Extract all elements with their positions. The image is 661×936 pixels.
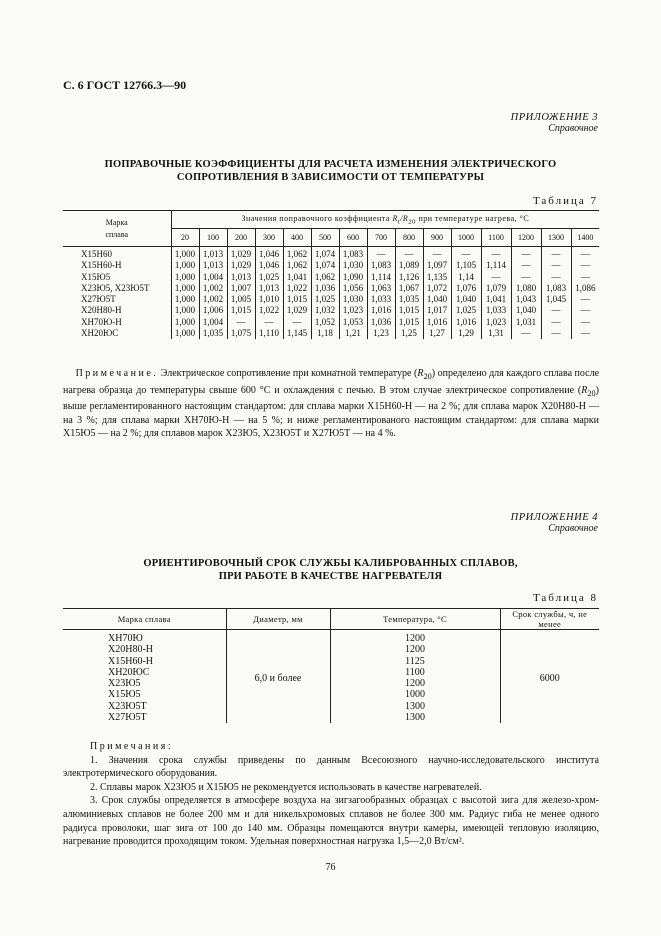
coefficient-cell: 1,110: [255, 328, 283, 339]
coefficient-cell: 1,041: [481, 294, 511, 305]
coefficient-cell: —: [511, 272, 541, 283]
coefficient-cell: 1,062: [283, 260, 311, 271]
alloy-name: Х15Н60-Н: [81, 260, 122, 271]
coefficient-cell: 1,017: [423, 305, 451, 316]
coefficient-cell: 1,004: [199, 272, 227, 283]
table-7-caption: Таблица 7: [532, 195, 598, 207]
coefficient-cell: 1,013: [199, 260, 227, 271]
coefficient-cell: 1,23: [367, 328, 395, 339]
list-item: 1000: [405, 689, 425, 701]
coefficient-cell: 1,126: [395, 272, 423, 283]
coefficient-cell: 1,062: [283, 247, 311, 261]
coefficient-cell: —: [423, 247, 451, 261]
coefficient-cell: 1,18: [311, 328, 339, 339]
coefficient-cell: 1,007: [227, 283, 255, 294]
coefficient-cell: 1,030: [339, 260, 367, 271]
appendix-3-heading: [63, 158, 598, 184]
table-row: [63, 272, 599, 283]
coefficient-cell: 1,000: [171, 272, 199, 283]
temperature-header: 1300: [541, 229, 571, 247]
coefficient-cell: —: [395, 247, 423, 261]
coefficient-cell: 1,029: [283, 305, 311, 316]
list-item: 1200: [405, 678, 425, 690]
table-row: [63, 283, 599, 294]
coefficient-cell: 1,010: [255, 294, 283, 305]
temperature-header: 1400: [571, 229, 599, 247]
coefficient-cell: 1,067: [395, 283, 423, 294]
coefficient-cell: 1,023: [481, 317, 511, 328]
coefficient-cell: —: [571, 260, 599, 271]
coefficient-cell: 1,029: [227, 260, 255, 271]
list-item: Х20Н80-Н: [108, 644, 153, 656]
coefficient-cell: 1,14: [451, 272, 481, 283]
appendix-3-title: ПРИЛОЖЕНИЕ 3: [510, 112, 598, 123]
coefficient-cell: 1,040: [511, 305, 541, 316]
coefficient-cell: —: [571, 305, 599, 316]
temperature-header: 200: [227, 229, 255, 247]
coefficient-cell: 1,016: [423, 317, 451, 328]
appendix-4-subtitle: Справочное: [548, 523, 598, 534]
coefficient-cell: 1,053: [339, 317, 367, 328]
coefficient-cell: 1,31: [481, 328, 511, 339]
coefficient-cell: 1,27: [423, 328, 451, 339]
list-item: ХН20ЮС: [108, 666, 150, 678]
list-item: 1300: [405, 700, 425, 712]
alloy-name: Х15Н60: [81, 249, 112, 259]
coefficient-cell: 1,083: [367, 260, 395, 271]
coefficient-cell: 1,036: [367, 317, 395, 328]
table-row: [63, 247, 599, 261]
coefficient-cell: —: [511, 247, 541, 261]
temperature-header: 800: [395, 229, 423, 247]
coefficient-cell: 1,29: [451, 328, 481, 339]
table-7-note: Примечание. Электрическое сопротивление при комнатной температуре $(R_{20})$ определено для каждого сплава после нагрева образца до температуры свыше 600 °С и охлаждения с печью. В этом случае электрическое сопротивление $(R_{20})$ выше регламентированного настоящим стандартом: для сплава марки Х15Н60-Н — на 2 %; для сплава марок Х20Н80-Н — на 3 %; для сплава марки ХН70Ю-Н — на 5 %; и ниже регламентированого настоящим стандартом: для сплава марки Х15Ю5 — на 2 %; для сплавов марок Х23Ю5, Х23Ю5Т и Х27Ю5Т — на 4 %.: [63, 368, 600, 440]
coefficient-cell: 1,000: [171, 317, 199, 328]
temperature-header: 1100: [481, 229, 511, 247]
coefficient-cell: 1,056: [339, 283, 367, 294]
coefficient-cell: 1,114: [367, 272, 395, 283]
appendix-4-title: ПРИЛОЖЕНИЕ 4: [510, 512, 598, 523]
table-row: [63, 305, 599, 316]
coefficient-cell: 1,072: [423, 283, 451, 294]
coefficient-cell: —: [541, 260, 571, 271]
coefficient-cell: —: [541, 305, 571, 316]
coefficient-cell: —: [451, 247, 481, 261]
coefficient-cell: 1,083: [339, 247, 367, 261]
table-row: [63, 294, 599, 305]
coefficient-cell: —: [227, 317, 255, 328]
coefficient-cell: 1,090: [339, 272, 367, 283]
table-8: [63, 608, 599, 723]
coefficient-cell: 1,086: [571, 283, 599, 294]
list-item: 1300: [405, 712, 425, 724]
coefficient-cell: —: [367, 247, 395, 261]
coefficient-cell: 1,063: [367, 283, 395, 294]
list-item: Х23Ю5: [108, 678, 141, 690]
coefficient-cell: 1,043: [511, 294, 541, 305]
note-1: 1. Значения срока службы приведены по данным Всесоюзного научно-исследовательского института электротермического оборудования.: [63, 754, 599, 780]
coefficient-cell: 1,025: [255, 272, 283, 283]
alloy-name: ХН70Ю-Н: [81, 316, 122, 327]
temperature-header: 700: [367, 229, 395, 247]
column-header-service-life: Срок службы, ч, не менее: [500, 609, 599, 630]
list-item: Х15Ю5: [108, 689, 141, 701]
list-item: Х15Н60-Н: [108, 655, 153, 667]
list-item: 1100: [405, 666, 425, 678]
coefficient-cell: 1,022: [255, 305, 283, 316]
coefficient-cell: 1,000: [171, 247, 199, 261]
coefficient-cell: 1,015: [227, 305, 255, 316]
coefficient-cell: 1,000: [171, 294, 199, 305]
heading-line-1: ПОПРАВОЧНЫЕ КОЭФФИЦИЕНТЫ ДЛЯ РАСЧЕТА ИЗМЕНЕНИЯ ЭЛЕКТРИЧЕСКОГО: [104, 159, 557, 170]
coefficient-cell: 1,041: [283, 272, 311, 283]
coefficient-cell: 1,145: [283, 328, 311, 339]
temperature-header: 400: [283, 229, 311, 247]
table-8-caption: Таблица 8: [532, 592, 598, 604]
column-header-alloy: Марка сплава: [63, 609, 226, 630]
alloy-name: ХН20ЮС: [81, 328, 119, 339]
coefficient-cell: 1,029: [227, 247, 255, 261]
temperature-header: 600: [339, 229, 367, 247]
coefficient-cell: 1,005: [227, 294, 255, 305]
coefficient-cell: 1,000: [171, 305, 199, 316]
column-header-coefficient: Значения поправочного коэффициента $R_t/R_{20}$ при температуре нагрева, °С: [171, 211, 599, 229]
note-3: 3. Срок службы определяется в атмосфере воздуха на зигзагообразных образцах с высотой зига для железо-хром-алюминиевых сплавов не более 200 мм и для никельхромовых сплавов не более 300 мм. Радиус гиба не менее одного радиуса проволоки, шаг зига от 100 до 140 мм. Образцы помещаются внутри камеры, имеющей тепловую изоляцию, нагревание проводится проходящим током. Удельная поверхностная нагрузка 1,5—2,0 Вт/см².: [63, 795, 599, 848]
temperature-header: 100: [199, 229, 227, 247]
coefficient-cell: 1,046: [255, 260, 283, 271]
temperature-list: [330, 630, 500, 724]
table-row: [63, 317, 599, 328]
diameter-value: 6,0 и более: [226, 630, 330, 724]
alloy-name: Х27Ю5Т: [81, 294, 116, 305]
coefficient-cell: 1,000: [171, 283, 199, 294]
alloy-name: Х15Ю5: [81, 271, 111, 282]
temperature-header: 1200: [511, 229, 541, 247]
page-header: С. 6 ГОСТ 12766.3—90: [63, 78, 187, 92]
coefficient-cell: 1,040: [451, 294, 481, 305]
coefficient-cell: —: [571, 247, 599, 261]
appendix-4-label: [511, 512, 598, 534]
note-2: 2. Сплавы марок Х23Ю5 и Х15Ю5 не рекомендуется использовать в качестве нагревателей.: [90, 781, 482, 793]
page-number: 76: [325, 862, 336, 873]
coefficient-cell: 1,016: [451, 317, 481, 328]
coefficient-cell: 1,105: [451, 260, 481, 271]
alloy-list: [63, 630, 226, 724]
coefficient-cell: —: [541, 328, 571, 339]
coefficient-cell: 1,006: [199, 305, 227, 316]
coefficient-cell: 1,000: [171, 328, 199, 339]
coefficient-cell: 1,040: [423, 294, 451, 305]
coefficient-cell: 1,013: [255, 283, 283, 294]
coefficient-cell: 1,015: [395, 317, 423, 328]
coefficient-cell: —: [511, 328, 541, 339]
coefficient-cell: 1,023: [339, 305, 367, 316]
coefficient-cell: —: [571, 272, 599, 283]
coefficient-cell: 1,035: [395, 294, 423, 305]
table-row: [63, 260, 599, 271]
list-item: 1200: [405, 633, 425, 644]
temperature-header: 500: [311, 229, 339, 247]
notes-label: Примечания:: [90, 741, 174, 752]
heading-line-2: СОПРОТИВЛЕНИЯ В ЗАВИСИМОСТИ ОТ ТЕМПЕРАТУРЫ: [176, 172, 485, 183]
coefficient-cell: —: [511, 260, 541, 271]
coefficient-cell: 1,000: [171, 260, 199, 271]
coefficient-cell: —: [283, 317, 311, 328]
coefficient-cell: 1,033: [481, 305, 511, 316]
coefficient-cell: 1,002: [199, 294, 227, 305]
column-header-diameter: Диаметр, мм: [226, 609, 330, 630]
temperature-header: 900: [423, 229, 451, 247]
coefficient-cell: 1,013: [227, 272, 255, 283]
coefficient-cell: 1,025: [311, 294, 339, 305]
list-item: 1125: [405, 655, 425, 667]
coefficient-cell: 1,089: [395, 260, 423, 271]
coefficient-cell: 1,033: [367, 294, 395, 305]
coefficient-cell: —: [541, 317, 571, 328]
heading-line-2: ПРИ РАБОТЕ В КАЧЕСТВЕ НАГРЕВАТЕЛЯ: [218, 571, 443, 582]
coefficient-cell: 1,080: [511, 283, 541, 294]
temperature-header: 20: [171, 229, 199, 247]
coefficient-cell: 1,013: [199, 247, 227, 261]
coefficient-cell: 1,25: [395, 328, 423, 339]
coefficient-cell: 1,016: [367, 305, 395, 316]
coefficient-cell: 1,004: [199, 317, 227, 328]
coefficient-cell: 1,022: [283, 283, 311, 294]
coefficient-cell: —: [571, 317, 599, 328]
coefficient-cell: —: [255, 317, 283, 328]
coefficient-cell: 1,062: [311, 272, 339, 283]
coefficient-cell: 1,21: [339, 328, 367, 339]
coefficient-cell: 1,076: [451, 283, 481, 294]
column-header-temperature: Температура, °С: [330, 609, 500, 630]
list-item: 1200: [405, 644, 425, 656]
alloy-name: Х20Н80-Н: [81, 305, 122, 316]
coefficient-cell: 1,045: [541, 294, 571, 305]
appendix-3-subtitle: Справочное: [548, 123, 598, 134]
coefficient-cell: 1,036: [311, 283, 339, 294]
coefficient-cell: 1,074: [311, 260, 339, 271]
coefficient-cell: 1,135: [423, 272, 451, 283]
coefficient-cell: —: [541, 247, 571, 261]
coefficient-cell: 1,083: [541, 283, 571, 294]
coefficient-cell: 1,052: [311, 317, 339, 328]
table-7: [63, 210, 599, 339]
coefficient-cell: —: [481, 272, 511, 283]
coefficient-cell: 1,032: [311, 305, 339, 316]
note-label: Примечание.: [75, 368, 159, 379]
list-item: Х23Ю5Т: [108, 700, 147, 712]
service-life-value: 6000: [500, 630, 599, 724]
coefficient-cell: 1,025: [451, 305, 481, 316]
heading-line-1: ОРИЕНТИРОВОЧНЫЙ СРОК СЛУЖБЫ КАЛИБРОВАННЫХ СПЛАВОВ,: [143, 558, 518, 569]
coefficient-cell: 1,030: [339, 294, 367, 305]
appendix-4-heading: [63, 557, 598, 583]
list-item: ХН70Ю: [108, 633, 143, 644]
table-8-notes: [63, 740, 599, 849]
coefficient-cell: 1,079: [481, 283, 511, 294]
temperature-header: 300: [255, 229, 283, 247]
list-item: Х27Ю5Т: [108, 712, 147, 724]
appendix-3-label: [511, 112, 598, 134]
coefficient-cell: 1,002: [199, 283, 227, 294]
coefficient-cell: —: [571, 328, 599, 339]
coefficient-cell: 1,015: [395, 305, 423, 316]
temperature-header: 1000: [451, 229, 481, 247]
coefficient-cell: —: [571, 294, 599, 305]
coefficient-cell: 1,035: [199, 328, 227, 339]
coefficient-cell: 1,114: [481, 260, 511, 271]
alloy-name: Х23Ю5, Х23Ю5Т: [81, 282, 150, 293]
coefficient-cell: 1,015: [283, 294, 311, 305]
coefficient-cell: —: [481, 247, 511, 261]
coefficient-cell: 1,031: [511, 317, 541, 328]
coefficient-cell: —: [541, 272, 571, 283]
coefficient-cell: 1,097: [423, 260, 451, 271]
column-header-alloy: Марка сплава: [63, 211, 171, 247]
table-row: [63, 328, 599, 339]
coefficient-cell: 1,075: [227, 328, 255, 339]
coefficient-cell: 1,074: [311, 247, 339, 261]
coefficient-cell: 1,046: [255, 247, 283, 261]
